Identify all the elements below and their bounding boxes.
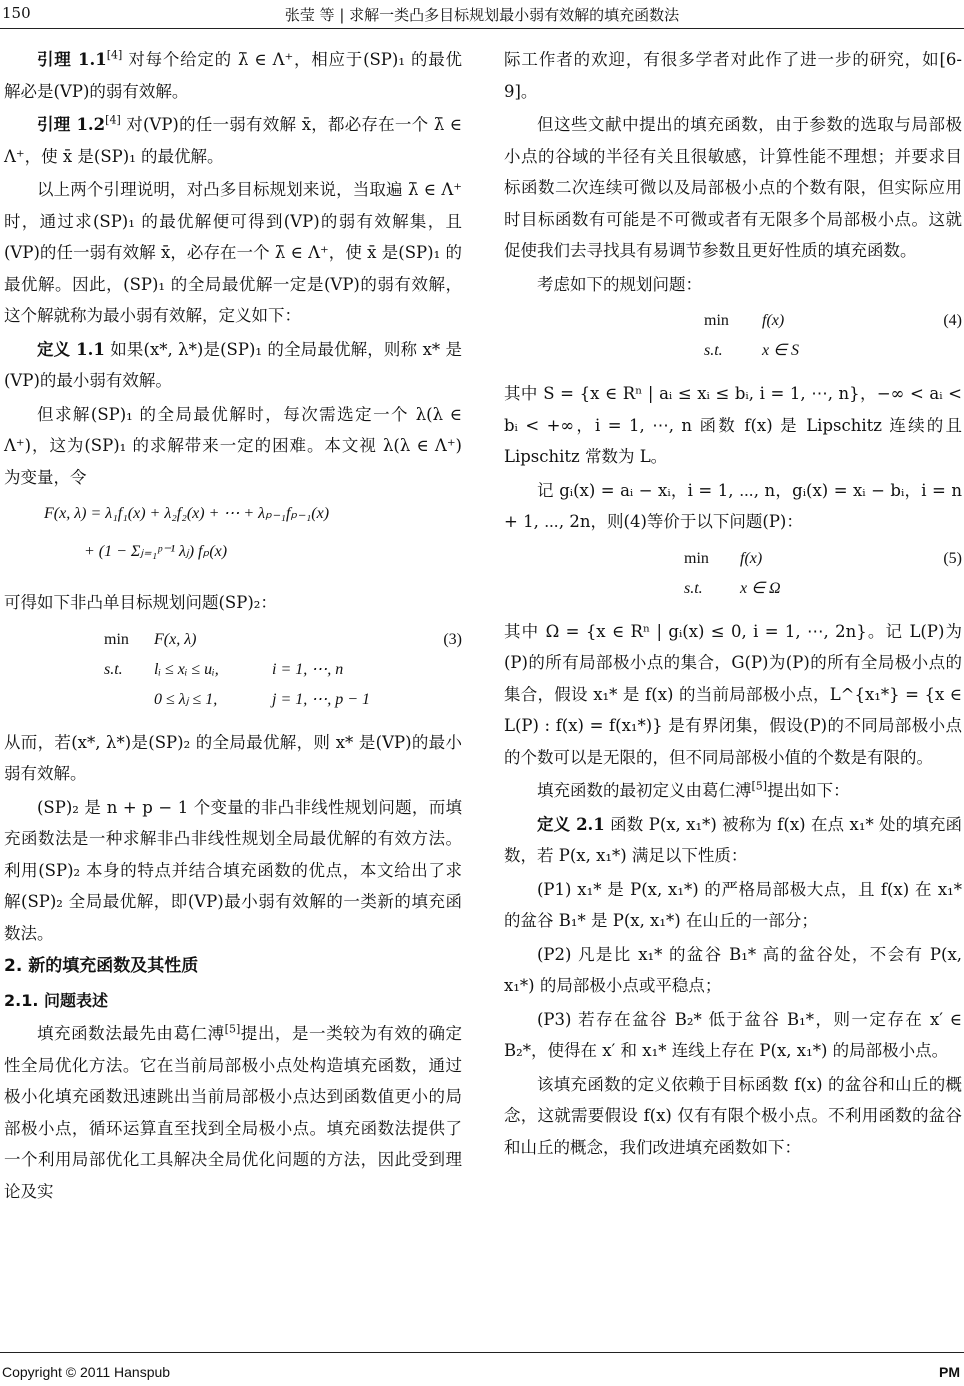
- definition-1-1-text: 如果(x*, λ*)是(SP)₁ 的全局最优解，则称 x* 是(VP)的最小弱有效解。: [4, 339, 463, 390]
- page-header: [0, 0, 964, 28]
- problem-4: [504, 306, 962, 366]
- paragraph: 考虑如下的规划问题：: [537, 274, 702, 294]
- definition-2-1-label: 定义 2.1: [537, 814, 605, 834]
- header-rule: [0, 28, 964, 29]
- constraint-range: j = 1, ⋯, p − 1: [272, 690, 371, 708]
- citation: [4]: [106, 48, 123, 62]
- text: 填充函数法最先由葛仁溥: [37, 1024, 225, 1043]
- st-label: s.t.: [704, 342, 723, 359]
- paragraph: [4, 1018, 462, 1207]
- min-label: min: [704, 312, 729, 329]
- problem-5: [504, 544, 962, 604]
- property-p2: (P2) 凡是比 x₁* 的盆谷 B₁* 高的盆谷处，不会有 P(x, x₁*) 的局部极小点或平稳点；: [504, 944, 962, 995]
- citation: [5]: [224, 1022, 241, 1036]
- paragraph: 其中 S = {x ∈ Rⁿ | aᵢ ≤ xᵢ ≤ bᵢ, i = 1, ⋯, n}，−∞ < aᵢ < bᵢ < +∞，i = 1, ⋯, n 函数 f(x) 是 Lipschitz 连续的且 Lipschitz 常数为 L。: [504, 384, 962, 466]
- running-title: 张莹 等 | 求解一类凸多目标规划最小弱有效解的填充函数法: [284, 6, 680, 24]
- min-label: min: [104, 630, 129, 648]
- definition-1-1: [4, 334, 462, 397]
- paragraph: 其中 Ω = {x ∈ Rⁿ | gᵢ(x) ≤ 0, i = 1, ⋯, 2n}。记 L(P)为(P)的所有局部极小点的集合，G(P)为(P)的所有全局极小点的集合，假设 x₁* 是 f(x) 的当前局部极小点，L^{x₁*} = {x ∈ L(P) : f(x) = f(x₁*)} 是有界闭集，假设(P)的不同局部极小点的个数可以是无限的，但不同局部极小值的个数是有限的。: [504, 621, 962, 767]
- paragraph: 从而，若(x*, λ*)是(SP)₂ 的全局最优解，则 x* 是(VP)的最小弱有效解。: [4, 732, 462, 783]
- text: 提出，是一类较为有效的确定性全局优化方法。它在当前局部极小点处构造填充函数，通过极小化填充函数迅速跳出当前局部极小点达到函数值更小的局部极小点，循环运算直至找到全局极小点。填充函数法提供了一个利用局部优化工具解决全局优化问题的方法，因此受到理论及实: [4, 1024, 463, 1201]
- paragraph: 以上两个引理说明，对凸多目标规划来说，当取遍 λ̄ ∈ Λ⁺ 时，通过求(SP)₁ 的最优解便可得到(VP)的弱有效解集，且(VP)的任一弱有效解 x̄，必存在一个 λ̄ ∈ Λ⁺，使 x̄ 是(SP)₁ 的最优解。因此，(SP)₁ 的全局最优解一定是(VP)的弱有效解，这个解就称为最小弱有效解，定义如下：: [4, 180, 462, 325]
- subsection-heading: 2.1. 问题表述: [4, 990, 108, 1010]
- text: 填充函数的最初定义由葛仁溥: [537, 781, 752, 800]
- problem-sp2: [4, 625, 462, 715]
- st-label: s.t.: [104, 660, 123, 678]
- property-p3: (P3) 若存在盆谷 B₂* 低于盆谷 B₁*，则一定存在 x′ ∈ B₂*，使得在 x′ 和 x₁* 连线上存在 P(x, x₁*) 的局部极小点。: [504, 1009, 962, 1060]
- objective: F(x, λ): [154, 630, 197, 648]
- constraint: 0 ≤ λⱼ ≤ 1,: [154, 690, 218, 708]
- definition-2-1-text: 函数 P(x, x₁*) 被称为 f(x) 在点 x₁* 处的填充函数，若 P(x, x₁*) 满足以下性质：: [504, 814, 962, 865]
- st-label: s.t.: [684, 579, 703, 597]
- paragraph: (SP)₂ 是 n + p − 1 个变量的非凸非线性规划问题，而填充函数法是一种求解非凸非线性规划全局最优解的有效方法。利用(SP)₂ 本身的特点并结合填充函数的优点，本文给出了求解(SP)₂ 全局最优解，即(VP)最小弱有效解的一类新的填充函数法。: [4, 797, 462, 943]
- lemma-1-1: [4, 44, 462, 107]
- paragraph: 记 gᵢ(x) = aᵢ − xᵢ，i = 1, ⋯, n，gᵢ(x) = xᵢ − bᵢ，i = n + 1, ⋯, 2n，则(4)等价于以下问题(P)：: [504, 480, 962, 531]
- citation: [5]: [751, 779, 768, 793]
- objective: f(x): [762, 312, 785, 329]
- section-heading: 2. 新的填充函数及其性质: [4, 956, 199, 976]
- paragraph: 可得如下非凸单目标规划问题(SP)₂：: [4, 593, 277, 612]
- equation-number: (3): [443, 630, 462, 648]
- lemma-1-2-text: 对(VP)的任一弱有效解 x̄，都必存在一个 λ̄ ∈ Λ⁺，使 x̄ 是(SP)₁ 的最优解。: [4, 115, 462, 166]
- page-footer: [0, 1352, 964, 1386]
- definition-2-1: [504, 809, 962, 872]
- formula-F: [4, 499, 462, 575]
- copyright: Copyright © 2011 Hanspub: [2, 1364, 171, 1380]
- formula-F-line-2: + (1 − Σⱼ₌₁ᵖ⁻¹ λⱼ) fₚ(x): [84, 543, 228, 560]
- equation-number: (4): [943, 312, 962, 329]
- journal-abbrev: PM: [939, 1364, 960, 1380]
- lemma-1-1-label: 引理 1.1: [37, 50, 107, 69]
- min-label: min: [684, 549, 709, 567]
- citation: [4]: [105, 113, 121, 127]
- text: 提出如下：: [767, 781, 850, 800]
- objective: f(x): [740, 549, 763, 567]
- paragraph: 际工作者的欢迎，有很多学者对此作了进一步的研究，如[6-9]。: [504, 50, 962, 101]
- definition-1-1-label: 定义 1.1: [37, 339, 105, 359]
- lemma-1-1-text: 对每个给定的 λ̄ ∈ Λ⁺，相应于(SP)₁ 的最优解必是(VP)的弱有效解。: [4, 50, 463, 101]
- paragraph: 但这些文献中提出的填充函数，由于参数的选取与局部极小点的谷域的半径有关且很敏感，计算性能不理想；并要求目标函数二次连续可微以及局部极小点的个数有限，但实际应用时目标函数有可能是不可微或者有无限多个局部极小点。这就促使我们去寻找具有易调节参数且更好性质的填充函数。: [504, 115, 962, 260]
- lemma-1-2: [4, 109, 462, 172]
- constraint: lᵢ ≤ xᵢ ≤ uᵢ,: [154, 660, 219, 678]
- footer-rule: [0, 1352, 964, 1353]
- equation-number: (5): [943, 549, 962, 567]
- right-column: [504, 44, 962, 1165]
- constraint: x ∈ Ω: [740, 579, 781, 597]
- constraint-range: i = 1, ⋯, n: [272, 660, 344, 678]
- formula-F-line-1: F(x, λ) = λ₁f₁(x) + λ₂f₂(x) + ⋯ + λₚ₋₁fₚ₋₁(x): [44, 505, 330, 522]
- paragraph: 但求解(SP)₁ 的全局最优解时，每次需选定一个 λ(λ ∈ Λ⁺)，这为(SP)₁ 的求解带来一定的困难。本文视 λ(λ ∈ Λ⁺) 为变量，令: [4, 404, 462, 487]
- left-column: [4, 44, 462, 1209]
- constraint: x ∈ S: [762, 342, 800, 359]
- property-p1: (P1) x₁* 是 P(x, x₁*) 的严格局部极大点，且 f(x) 在 x₁* 的盆谷 B₁* 是 P(x, x₁*) 在山丘的一部分；: [504, 879, 962, 930]
- paragraph: [504, 775, 962, 807]
- paragraph: 该填充函数的定义依赖于目标函数 f(x) 的盆谷和山丘的概念，这就需要假设 f(x) 仅有有限个极小点。不利用函数的盆谷和山丘的概念，我们改进填充函数如下：: [504, 1074, 962, 1157]
- page-number: 150: [2, 4, 31, 22]
- lemma-1-2-label: 引理 1.2: [37, 115, 106, 134]
